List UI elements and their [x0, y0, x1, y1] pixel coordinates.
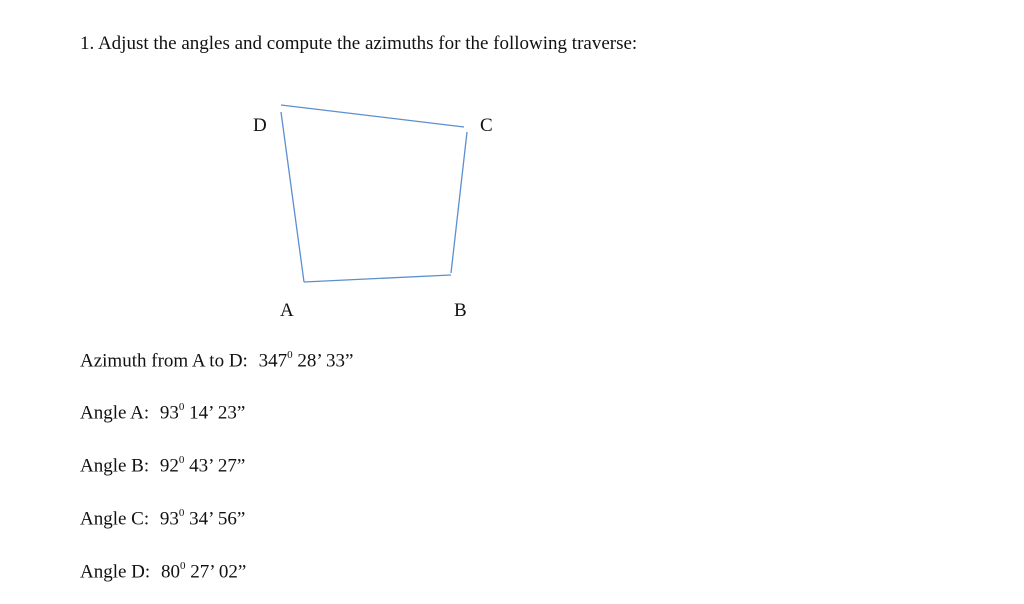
traverse-side-ab: [304, 275, 451, 282]
degree-symbol: 0: [178, 401, 185, 413]
angle-d-seconds: 02”: [218, 561, 247, 583]
angle-b-seconds: 27”: [217, 455, 246, 477]
angle-c: [80, 508, 245, 530]
angle-b-label: Angle B:: [80, 455, 150, 477]
degree-symbol: 0: [178, 454, 185, 466]
angle-a-seconds: 23”: [217, 402, 246, 424]
angle-a: [80, 402, 245, 424]
vertex-label-c: C: [480, 115, 493, 136]
angle-a-degrees: 93: [159, 402, 179, 424]
vertex-label-b: B: [454, 300, 467, 321]
azimuth-seconds: 33”: [326, 350, 354, 372]
angle-c-label: Angle C:: [80, 508, 150, 530]
traverse-side-da: [281, 112, 304, 282]
angle-d-minutes: 27’: [190, 561, 215, 583]
degree-symbol: 0: [287, 349, 293, 361]
degree-symbol: 0: [178, 507, 185, 519]
degree-symbol: 0: [179, 560, 186, 572]
angle-b: [80, 455, 245, 477]
azimuth-label: Azimuth from A to D:: [80, 350, 248, 372]
angle-d: [80, 561, 246, 583]
angle-b-degrees: 92: [159, 455, 179, 477]
angle-d-label: Angle D:: [80, 561, 151, 583]
angle-d-degrees: 80: [160, 561, 180, 583]
angle-c-degrees: 93: [159, 508, 179, 530]
vertex-label-a: A: [280, 300, 294, 321]
angle-c-minutes: 34’: [189, 508, 214, 530]
question-text: 1. Adjust the angles and compute the azimuths for the following traverse:: [80, 33, 638, 54]
azimuth-minutes: 28’: [297, 350, 322, 372]
traverse-side-cb: [451, 132, 467, 273]
angle-b-minutes: 43’: [189, 455, 214, 477]
angle-a-label: Angle A:: [80, 402, 150, 424]
angle-c-seconds: 56”: [217, 508, 246, 530]
traverse-side-dc: [281, 105, 464, 127]
vertex-label-d: D: [253, 115, 267, 136]
angle-a-minutes: 14’: [189, 402, 214, 424]
azimuth-degrees: 347: [258, 350, 288, 372]
azimuth-a-to-d: [80, 350, 353, 372]
